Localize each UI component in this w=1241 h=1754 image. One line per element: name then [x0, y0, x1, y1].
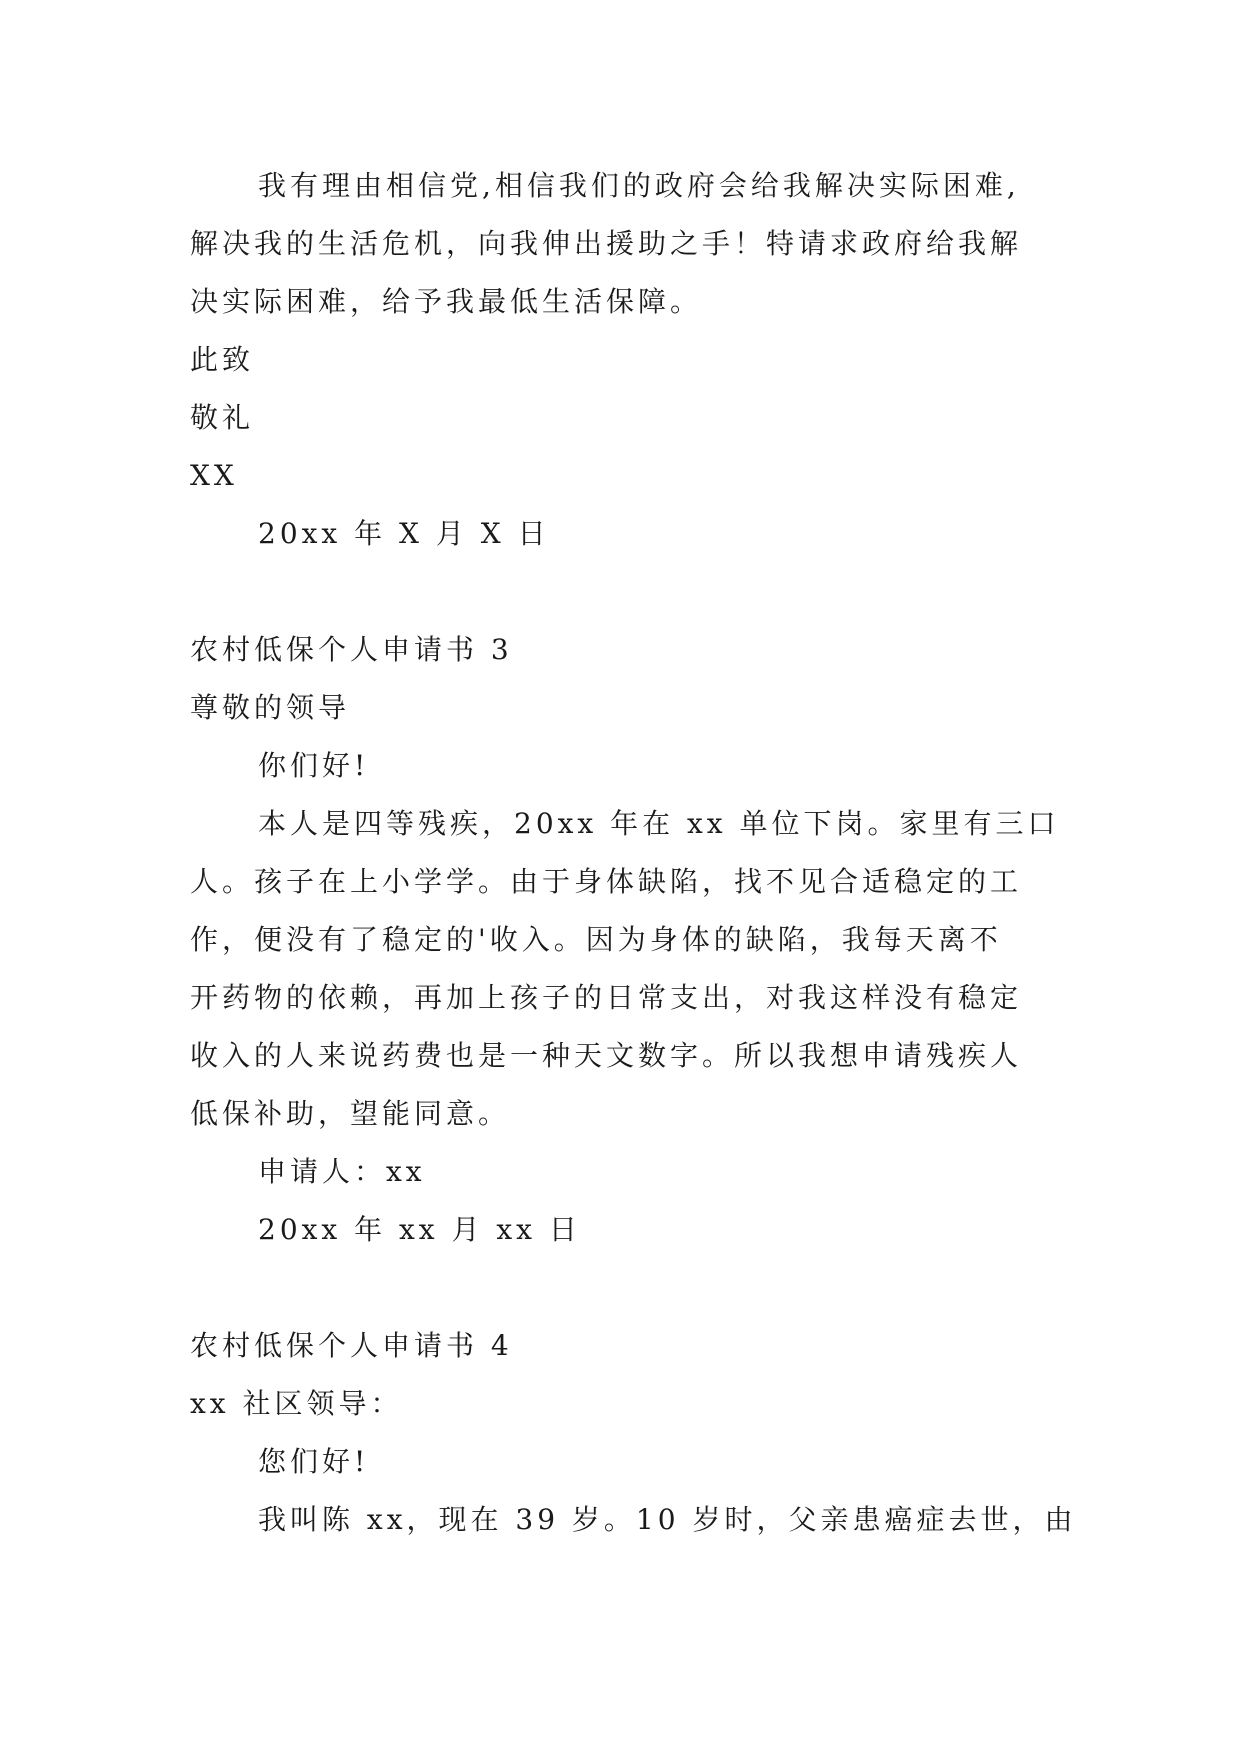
- paragraph-line: 本人是四等残疾，20xx 年在 xx 单位下岗。家里有三口: [258, 807, 1060, 840]
- greeting-line: 你们好!: [258, 749, 370, 782]
- paragraph-line: 决实际困难，给予我最低生活保障。: [190, 285, 703, 318]
- paragraph-line: 我叫陈 xx，现在 39 岁。10 岁时，父亲患癌症去世，由: [258, 1503, 1077, 1536]
- paragraph-line: 解决我的生活危机，向我伸出援助之手！特请求政府给我解: [190, 227, 1023, 260]
- paragraph-line: 作，便没有了稳定的'收入。因为身体的缺陷，我每天离不: [190, 923, 1002, 956]
- section-title: 农村低保个人申请书 3: [190, 633, 513, 666]
- paragraph-line: 低保补助，望能同意。: [190, 1097, 511, 1130]
- salutation-line: 敬礼: [190, 401, 255, 434]
- paragraph-line: 我有理由相信党,相信我们的政府会给我解决实际困难,: [258, 169, 1020, 202]
- recipient-line: 尊敬的领导: [190, 691, 351, 724]
- section-title: 农村低保个人申请书 4: [190, 1329, 513, 1362]
- paragraph-line: 收入的人来说药费也是一种天文数字。所以我想申请残疾人: [190, 1039, 1023, 1072]
- paragraph-line: 开药物的依赖，再加上孩子的日常支出，对我这样没有稳定: [190, 981, 1023, 1014]
- date-line: 20xx 年 X 月 X 日: [258, 517, 550, 550]
- closing-line: 此致: [190, 343, 255, 376]
- paragraph-line: 人。孩子在上小学学。由于身体缺陷，找不见合适稳定的工: [190, 865, 1023, 898]
- date-line: 20xx 年 xx 月 xx 日: [258, 1213, 581, 1246]
- applicant-line: 申请人：xx: [258, 1155, 426, 1188]
- recipient-line: xx 社区领导：: [190, 1387, 403, 1420]
- signature-name: XX: [190, 459, 238, 492]
- greeting-line: 您们好!: [258, 1445, 370, 1478]
